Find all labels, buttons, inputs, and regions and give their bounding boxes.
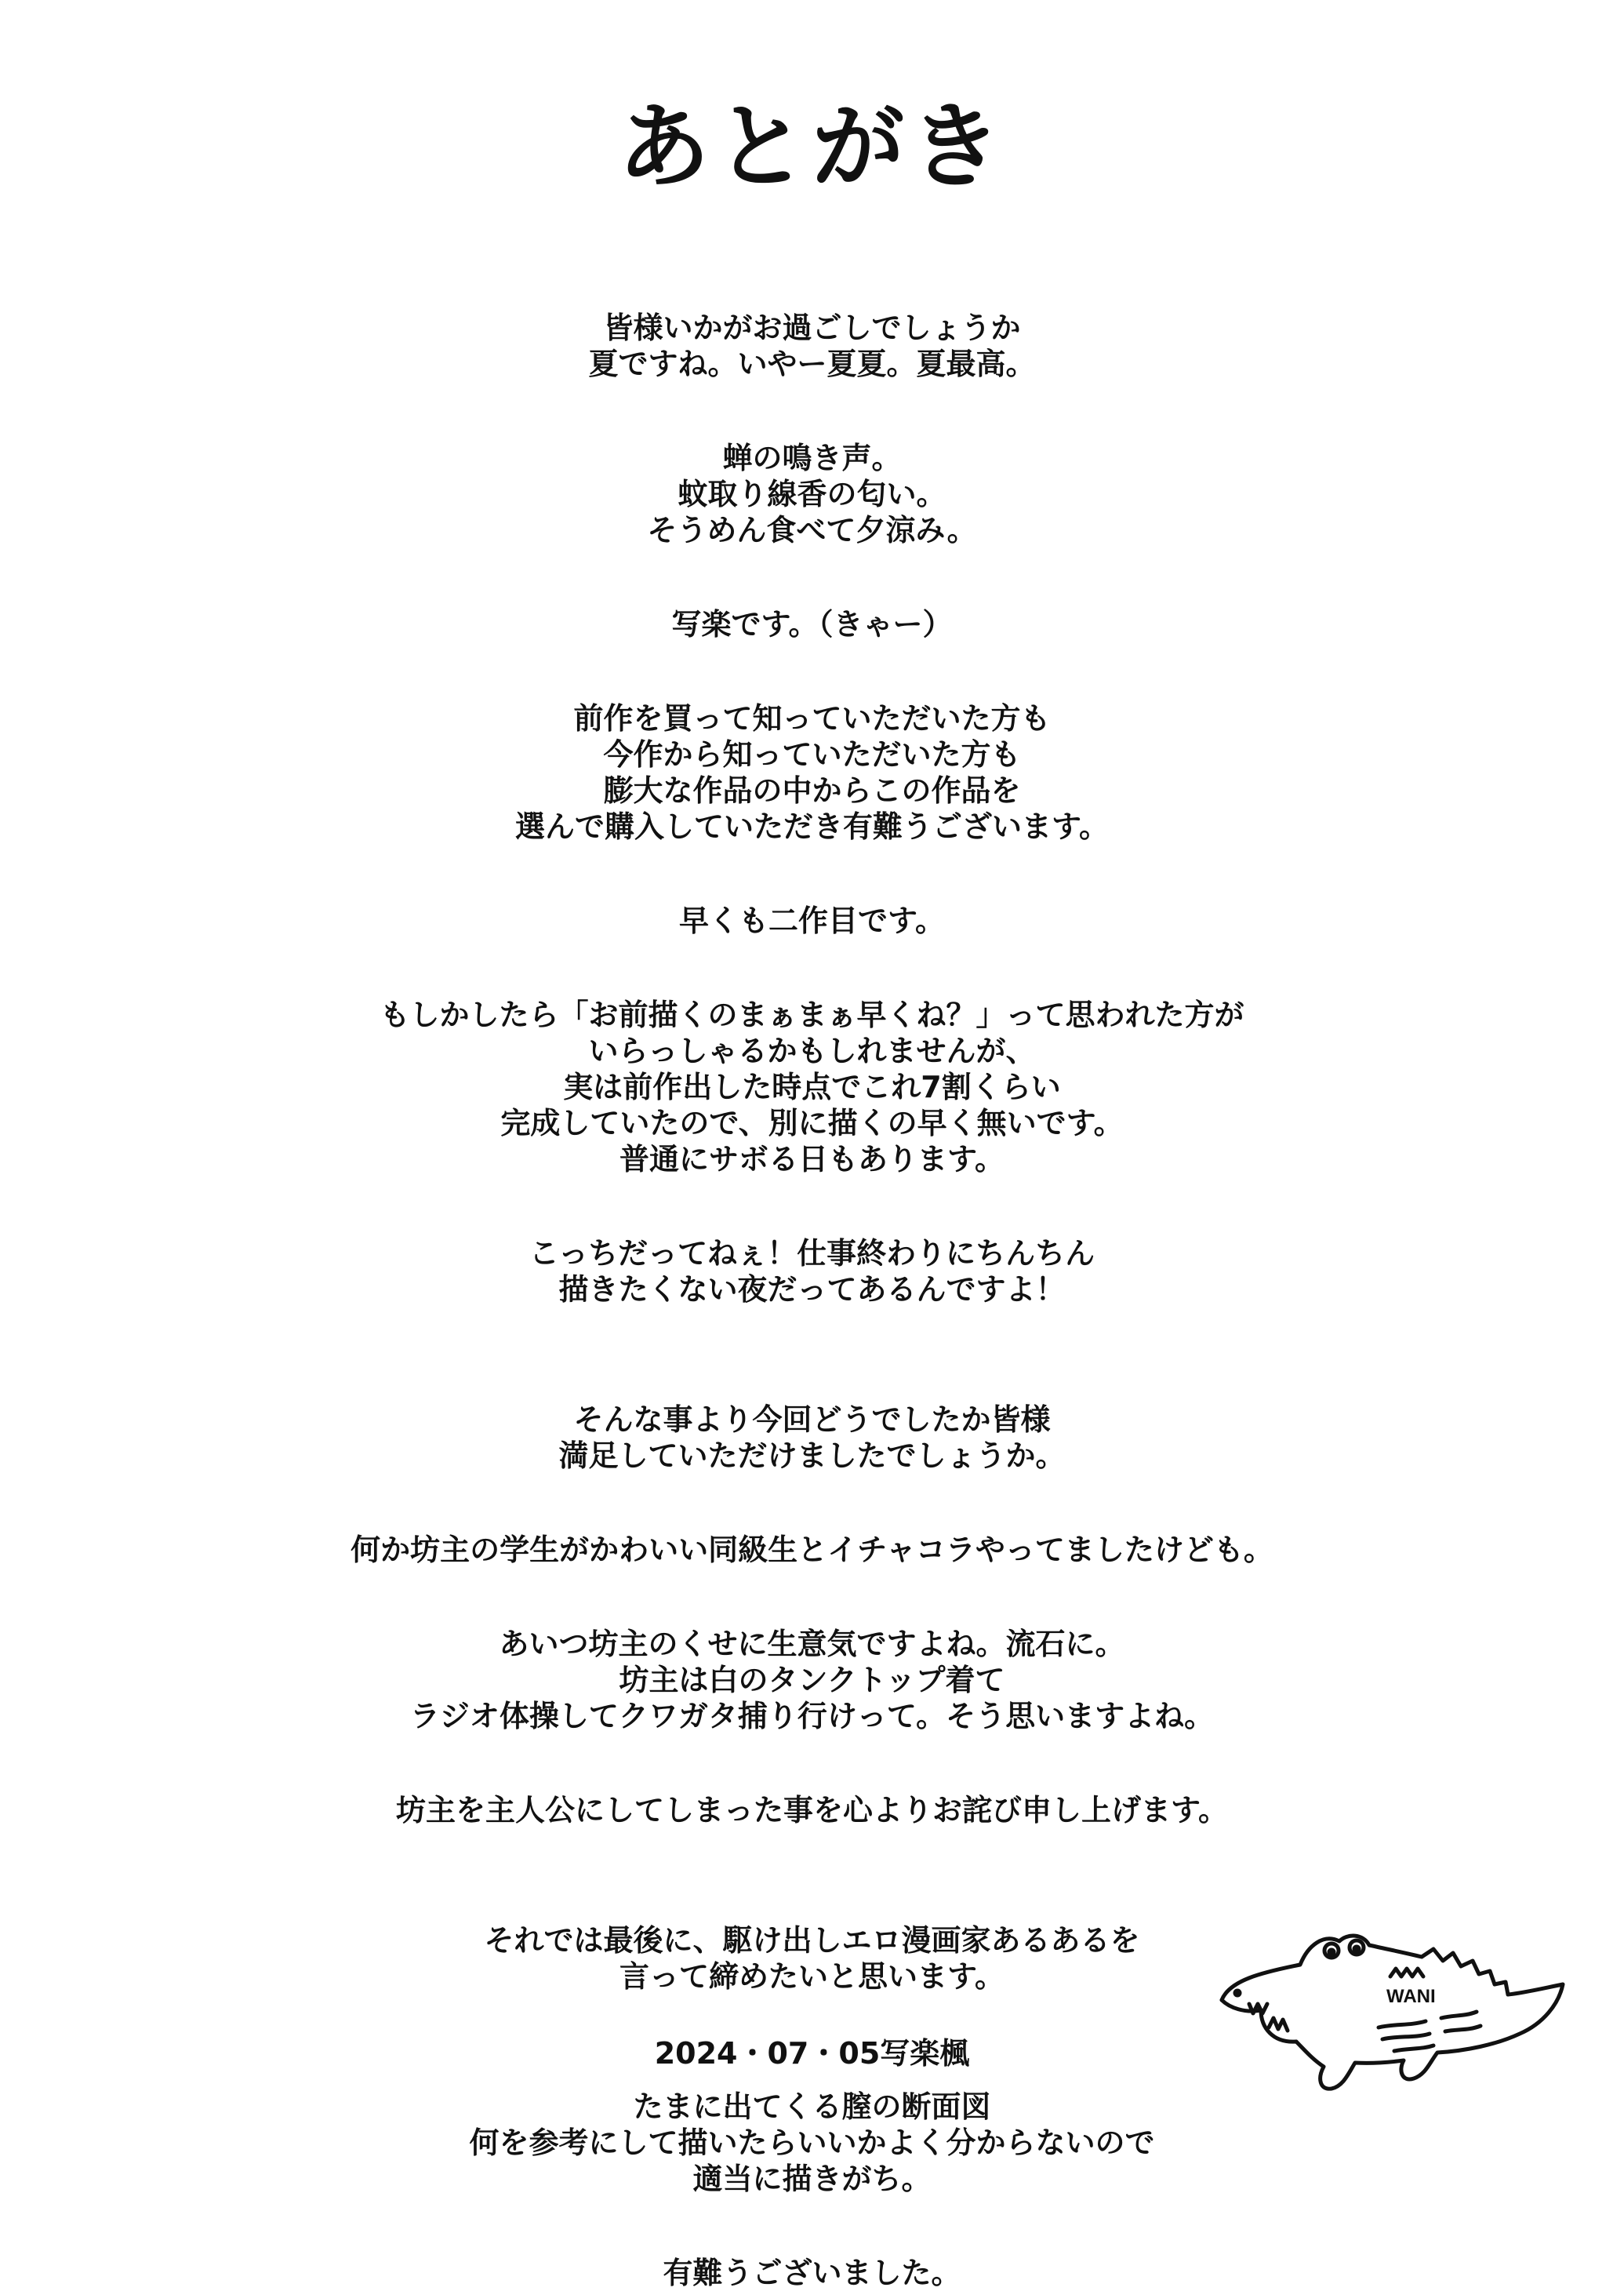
paragraph-thanks: [0, 700, 1624, 845]
text-line: 早くも二作目です。: [679, 904, 945, 938]
text-line: 蝉の鳴き声。: [722, 441, 902, 475]
text-line: そんな事より今回どうでしたか皆様: [573, 1402, 1051, 1437]
paragraph-protagonist: [0, 1626, 1624, 1734]
text-line: そうめん食べて夕涼み。: [647, 513, 977, 547]
text-line: 写楽です。（きゃー）: [671, 607, 953, 642]
paragraph-satisfaction: [0, 1402, 1624, 1474]
signature-date: 2024・07・05写楽楓: [654, 2036, 970, 2071]
paragraph-final-thanks: [0, 2255, 1624, 2291]
text-line: いらっしゃるかもしれませんが、: [588, 1034, 1036, 1068]
text-line: 言って締めたいと思います。: [619, 1959, 1005, 1994]
text-line: 夏ですね。いやー夏夏。夏最高。: [588, 347, 1036, 381]
text-line: それでは最後に、駆け出しエロ漫画家あるあるを: [484, 1923, 1140, 1958]
paragraph-complaint: [0, 1235, 1624, 1307]
text-line: あいつ坊主のくせに生意気ですよね。流石に。: [499, 1627, 1125, 1661]
paragraph-story: [0, 1532, 1624, 1568]
illustration-label: WANI: [1386, 1986, 1436, 2007]
text-line: 適当に描きがち。: [692, 2162, 932, 2196]
text-line: 満足していただけましたでしょうか。: [558, 1438, 1066, 1473]
paragraph-greeting: [0, 310, 1624, 382]
text-line: 完成していたので、別に描くの早く無いです。: [500, 1106, 1124, 1140]
text-line: 蚊取り線香の匂い。: [678, 477, 946, 511]
paragraph-second-work: [0, 903, 1624, 939]
text-line: 坊主は白のタンクトップ着て: [619, 1663, 1005, 1697]
text-line: たまに出てくる膣の断面図: [633, 2089, 991, 2124]
text-line: 今作から知っていただいた方も: [603, 737, 1021, 772]
text-line: 普通にサボる日もあります。: [619, 1142, 1005, 1176]
paragraph-summer: [0, 440, 1624, 548]
text-line: 何か坊主の学生がかわいい同級生とイチャコラやってましたけども。: [351, 1533, 1273, 1567]
text-line: 描きたくない夜だってあるんですよ！: [558, 1272, 1066, 1307]
text-line: 皆様いかがお過ごしでしょうか: [603, 311, 1021, 345]
text-line: 膨大な作品の中からこの作品を: [603, 773, 1021, 808]
paragraph-apology: [0, 1792, 1624, 1828]
text-line: 何を参考にして描いたらいいかよく分からないので: [469, 2126, 1155, 2160]
page-title: あとがき: [617, 92, 1007, 201]
text-line: 選んで購入していただき有難うございます。: [515, 809, 1109, 844]
text-line: 有難うございました。: [663, 2256, 961, 2290]
text-line: 実は前作出した時点でこれ7割くらい: [563, 1070, 1061, 1104]
crocodile-doodle-icon: [1214, 1918, 1575, 2106]
paragraph-intro: [0, 606, 1624, 642]
text-line: もしかしたら「お前描くのまぁまぁ早くね？」って思われた方が: [380, 998, 1244, 1032]
text-line: 前作を買って知っていただいた方も: [573, 701, 1051, 736]
text-line: ラジオ体操してクワガタ捕り行けって。そう思いますよね。: [409, 1699, 1215, 1733]
text-line: こっちだってねぇ！仕事終わりにちんちん: [529, 1236, 1095, 1271]
paragraph-drawing-speed: [0, 997, 1624, 1177]
text-line: 坊主を主人公にしてしまった事を心よりお詫び申し上げます。: [396, 1793, 1228, 1827]
